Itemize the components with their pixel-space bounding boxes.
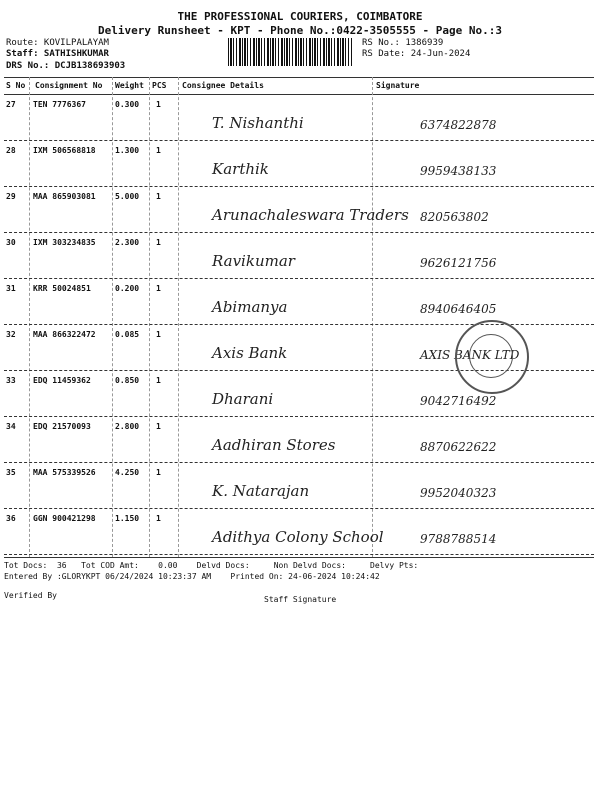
row-sno: 28 bbox=[6, 146, 16, 155]
col-signature: Signature bbox=[376, 81, 420, 90]
row-weight: 2.300 bbox=[115, 238, 140, 247]
row-pcs: 1 bbox=[156, 192, 161, 201]
row-divider bbox=[4, 278, 594, 279]
row-weight: 0.300 bbox=[115, 100, 140, 109]
row-weight: 0.850 bbox=[115, 376, 140, 385]
row-consignment-no: IXM 506568818 bbox=[33, 146, 96, 155]
row-pcs: 1 bbox=[156, 284, 161, 293]
row-pcs: 1 bbox=[156, 376, 161, 385]
table-header-rule bbox=[4, 94, 594, 95]
staff-signature: Staff Signature bbox=[264, 595, 337, 604]
row-signature-handwritten: 8870622622 bbox=[420, 440, 497, 454]
row-sno: 27 bbox=[6, 100, 16, 109]
row-consignment-no: KRR 50024851 bbox=[33, 284, 91, 293]
row-consignee-handwritten: Axis Bank bbox=[212, 344, 288, 362]
row-weight: 5.000 bbox=[115, 192, 140, 201]
row-divider bbox=[4, 462, 594, 463]
row-pcs: 1 bbox=[156, 468, 161, 477]
row-sno: 33 bbox=[6, 376, 16, 385]
row-signature-handwritten: 8940646405 bbox=[420, 302, 497, 316]
row-signature-handwritten: 820563802 bbox=[420, 210, 489, 224]
row-pcs: 1 bbox=[156, 238, 161, 247]
row-consignee-handwritten: Karthik bbox=[212, 160, 269, 178]
verified-by: Verified By bbox=[4, 591, 57, 600]
row-divider bbox=[4, 508, 594, 509]
row-consignment-no: GGN 900421298 bbox=[33, 514, 96, 523]
row-consignment-no: MAA 866322472 bbox=[33, 330, 96, 339]
col-sno: S No bbox=[6, 81, 26, 90]
row-sno: 34 bbox=[6, 422, 16, 431]
rs-no: RS No.: 1386939 bbox=[362, 38, 444, 48]
rs-date: RS Date: 24-Jun-2024 bbox=[362, 49, 471, 59]
col-divider bbox=[372, 77, 373, 557]
company-title: THE PROFESSIONAL COURIERS, COIMBATORE bbox=[177, 10, 423, 23]
row-consignee-handwritten: Arunachaleswara Traders bbox=[212, 206, 409, 224]
row-consignment-no: EDQ 21570093 bbox=[33, 422, 91, 431]
drs-label: DRS No.: DCJB138693903 bbox=[6, 61, 126, 71]
row-weight: 1.300 bbox=[115, 146, 140, 155]
row-consignment-no: TEN 7776367 bbox=[33, 100, 86, 109]
row-pcs: 1 bbox=[156, 514, 161, 523]
row-signature-handwritten: 9788788514 bbox=[420, 532, 497, 546]
row-pcs: 1 bbox=[156, 100, 161, 109]
row-sno: 31 bbox=[6, 284, 16, 293]
table-top-rule bbox=[4, 77, 594, 78]
col-divider bbox=[178, 77, 179, 557]
col-divider bbox=[112, 77, 113, 557]
row-divider bbox=[4, 186, 594, 187]
row-pcs: 1 bbox=[156, 330, 161, 339]
totals-line: Tot Docs: 36 Tot COD Amt: 0.00 Delvd Docs: Non Delvd Docs: Delvy Pts: bbox=[4, 561, 419, 570]
row-signature-handwritten: 6374822878 bbox=[420, 118, 497, 132]
col-divider bbox=[29, 77, 30, 557]
row-weight: 1.150 bbox=[115, 514, 140, 523]
route-label: Route: KOVILPALAYAM bbox=[6, 38, 109, 48]
footer-rule bbox=[4, 557, 594, 558]
col-weight: Weight bbox=[115, 81, 144, 90]
row-signature-handwritten: 9952040323 bbox=[420, 486, 497, 500]
row-pcs: 1 bbox=[156, 422, 161, 431]
row-divider bbox=[4, 140, 594, 141]
row-weight: 2.800 bbox=[115, 422, 140, 431]
row-consignee-handwritten: Ravikumar bbox=[212, 252, 295, 270]
barcode bbox=[228, 38, 352, 66]
row-pcs: 1 bbox=[156, 146, 161, 155]
row-consignee-handwritten: T. Nishanthi bbox=[212, 114, 304, 132]
row-consignee-handwritten: K. Natarajan bbox=[212, 482, 310, 500]
row-consignment-no: MAA 865903081 bbox=[33, 192, 96, 201]
row-sno: 29 bbox=[6, 192, 16, 201]
row-divider bbox=[4, 416, 594, 417]
col-consignee: Consignee Details bbox=[182, 81, 264, 90]
runsheet-subtitle: Delivery Runsheet - KPT - Phone No.:0422-3505555 - Page No.:3 bbox=[98, 24, 502, 37]
row-consignment-no: MAA 575339526 bbox=[33, 468, 96, 477]
col-pcs: PCS bbox=[152, 81, 167, 90]
row-sno: 32 bbox=[6, 330, 16, 339]
bank-stamp bbox=[455, 320, 529, 394]
row-signature-handwritten: 9042716492 bbox=[420, 394, 497, 408]
row-consignee-handwritten: Adithya Colony School bbox=[212, 528, 384, 546]
row-consignee-handwritten: Abimanya bbox=[212, 298, 288, 316]
row-weight: 4.250 bbox=[115, 468, 140, 477]
row-signature-handwritten: 9959438133 bbox=[420, 164, 497, 178]
row-sno: 30 bbox=[6, 238, 16, 247]
row-consignment-no: EDQ 11459362 bbox=[33, 376, 91, 385]
row-sno: 36 bbox=[6, 514, 16, 523]
row-weight: 0.085 bbox=[115, 330, 140, 339]
row-divider bbox=[4, 554, 594, 555]
row-weight: 0.200 bbox=[115, 284, 140, 293]
staff-label: Staff: SATHISHKUMAR bbox=[6, 49, 109, 59]
col-consignment: Consignment No bbox=[35, 81, 103, 90]
col-divider bbox=[149, 77, 150, 557]
entered-by-line: Entered By :GLORYKPT 06/24/2024 10:23:37 AM Printed On: 24-06-2024 10:24:42 bbox=[4, 572, 380, 581]
row-consignment-no: IXM 303234835 bbox=[33, 238, 96, 247]
row-sno: 35 bbox=[6, 468, 16, 477]
row-signature-handwritten: 9626121756 bbox=[420, 256, 497, 270]
row-consignee-handwritten: Dharani bbox=[212, 390, 274, 408]
row-divider bbox=[4, 232, 594, 233]
row-signature-handwritten: AXIS BANK LTD bbox=[420, 348, 520, 362]
row-consignee-handwritten: Aadhiran Stores bbox=[212, 436, 336, 454]
